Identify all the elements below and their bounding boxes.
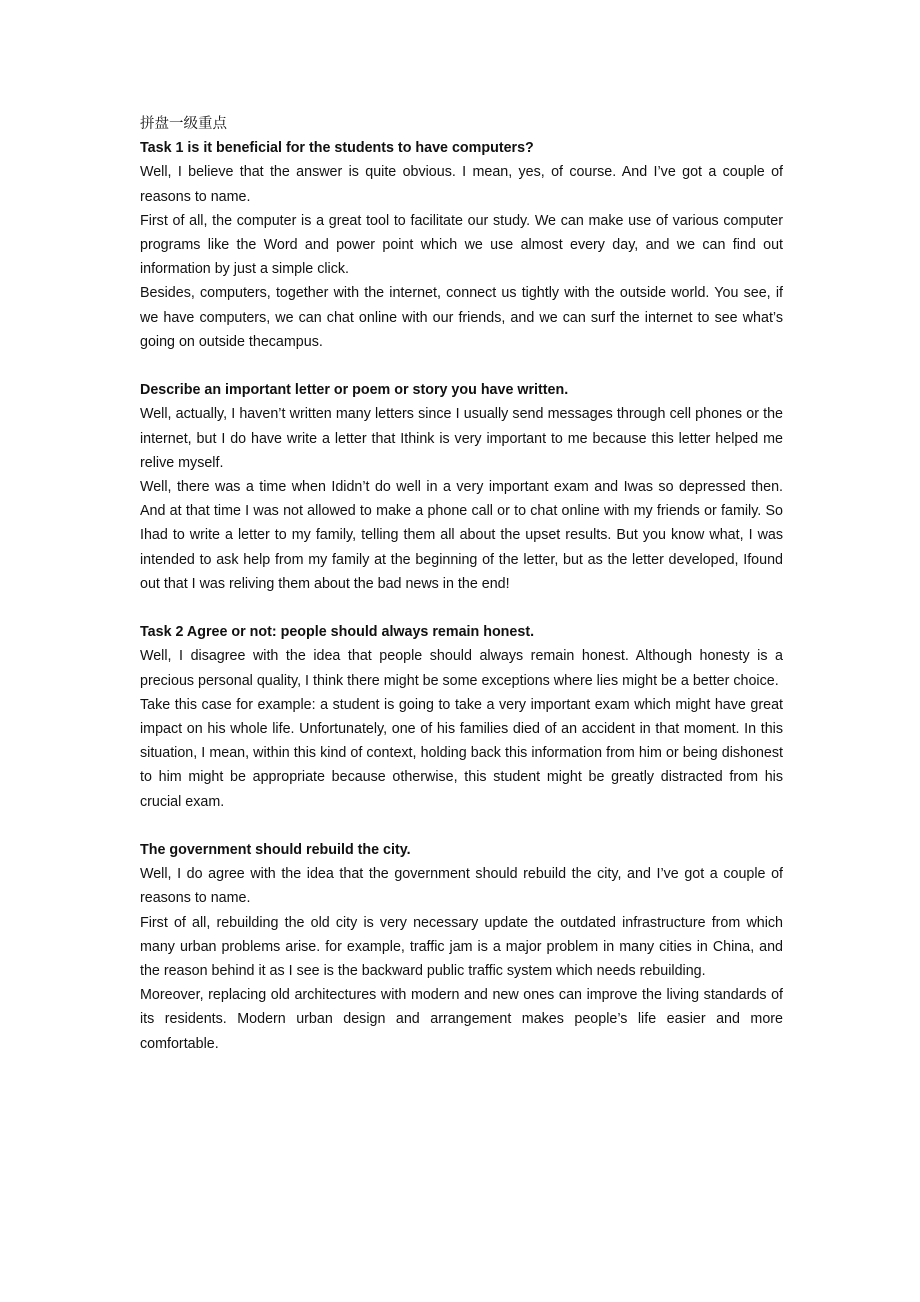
section-spacer xyxy=(140,354,783,378)
paragraph: First of all, rebuilding the old city is very necessary update the outdated infrastructure from which many urban problems arise. for example, traffic jam is a major problem in many cities in China, and the reason behind it as I see is the backward public traffic system which needs rebuilding. xyxy=(140,914,783,980)
paragraph: Well, actually, I haven’t written many letters since I usually send messages through cell phones or the internet, but I do have write a letter that Ithink is very important to me because this letter helped me relive myself. xyxy=(140,406,783,471)
section-rebuild-city xyxy=(140,838,783,1056)
document-title: 拼盘一级重点 xyxy=(140,116,227,132)
section-computers xyxy=(140,136,783,354)
paragraph: Moreover, replacing old architectures with modern and new ones can improve the living standards of its residents. Modern urban design and arrangement makes people’s life easier and more comfortable. xyxy=(140,987,783,1052)
section-spacer xyxy=(140,596,783,620)
paragraph: Well, I do agree with the idea that the government should rebuild the city, and I’ve got a couple of reasons to name. xyxy=(140,866,783,907)
paragraph: First of all, the computer is a great tool to facilitate our study. We can make use of various computer programs like the Word and power point which we use almost every day, and we can find out information by just a simple click. xyxy=(140,212,783,278)
section-heading: Task 2 Agree or not: people should always remain honest. xyxy=(140,624,535,641)
paragraph: Well, I believe that the answer is quite obvious. I mean, yes, of course. And I’ve got a couple of reasons to name. xyxy=(140,164,783,205)
section-letter xyxy=(140,378,783,596)
section-honesty xyxy=(140,620,783,814)
paragraph: Besides, computers, together with the internet, connect us tightly with the outside world. You see, if we have computers, we can chat online with our friends, and we can surf the internet to see what’s going on outside thecampus. xyxy=(140,285,783,350)
document-page xyxy=(140,112,783,1056)
section-heading: Describe an important letter or poem or story you have written. xyxy=(140,382,569,399)
paragraph: Well, I disagree with the idea that people should always remain honest. Although honesty is a precious personal quality, I think there might be some exceptions where lies might be a better choice. xyxy=(140,648,783,689)
paragraph: Well, there was a time when Ididn’t do well in a very important exam and Iwas so depressed then. And at that time I was not allowed to make a phone call or to chat online with my friends or family. So Ihad to write a letter to my family, telling them all about the upset results. But you know what, I was intended to ask help from my family at the beginning of the letter, but as the letter developed, Ifound out that I was reliving them about the bad news in the end! xyxy=(140,479,783,592)
section-spacer xyxy=(140,814,783,838)
section-heading: Task 1 is it beneficial for the students to have computers? xyxy=(140,140,534,157)
paragraph: Take this case for example: a student is going to take a very important exam which might have great impact on his whole life. Unfortunately, one of his families died of an accident in that moment. In this situation, I mean, within this kind of context, holding back this information from him or being dishonest to him might be appropriate because otherwise, this student might be greatly distracted from his crucial exam. xyxy=(140,696,783,810)
section-heading: The government should rebuild the city. xyxy=(140,842,411,859)
